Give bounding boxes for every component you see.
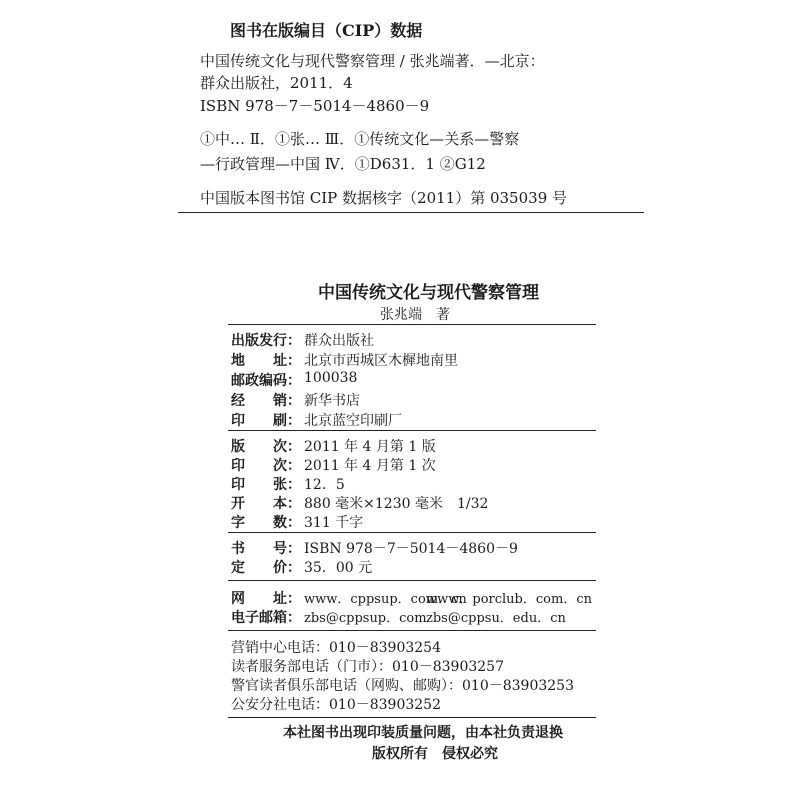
publisher-value: 群众出版社 [304, 333, 374, 349]
book-title: 中国传统文化与现代警察管理 [318, 283, 539, 303]
sheets-value: 12．5 [304, 477, 345, 493]
cip-subject-line-1: ①中… Ⅱ．①张… Ⅲ．①传统文化—关系—警察 [200, 130, 520, 148]
postcode-value: 100038 [304, 370, 358, 386]
address-label: 地 址： [231, 353, 301, 369]
edition-label: 版 次： [231, 439, 301, 455]
sheets-label: 印 张： [231, 477, 301, 493]
cip-subject-line-2: —行政管理—中国 Ⅳ．①D631．1 ②G12 [200, 155, 486, 173]
distributor-label: 经 销： [231, 393, 301, 409]
distributor-value: 新华书店 [304, 393, 360, 409]
divider [228, 717, 596, 718]
divider [178, 212, 644, 213]
phone-line: 读者服务部电话（门市）：010－83903257 [231, 659, 504, 675]
divider [228, 532, 596, 533]
word-count-label: 字 数： [231, 515, 301, 531]
price-value: 35．00 元 [304, 560, 373, 576]
quality-notice: 本社图书出现印装质量问题，由本社负责退换 [283, 725, 563, 741]
edition-value: 2011 年 4 月第 1 版 [304, 439, 436, 455]
divider [228, 324, 596, 325]
publisher-label: 出版发行： [231, 333, 301, 349]
address-value: 北京市西城区木樨地南里 [304, 353, 458, 369]
cip-isbn: ISBN 978－7－5014－4860－9 [200, 97, 430, 115]
word-count-value: 311 千字 [304, 515, 364, 531]
cip-record-number: 中国版本图书馆 CIP 数据核字（2011）第 035039 号 [200, 189, 568, 207]
divider [228, 580, 596, 581]
divider [228, 630, 596, 631]
copyright-notice: 版权所有 侵权必究 [372, 746, 498, 762]
phone-line: 警官读者俱乐部电话（网购、邮购）：010－83903253 [231, 678, 574, 694]
isbn-label: 书 号： [231, 541, 301, 557]
website-link[interactable]: www．cppsup．com．cn [304, 592, 467, 607]
cip-title-line: 中国传统文化与现代警察管理 / 张兆端著．—北京： [200, 52, 545, 70]
printing-value: 2011 年 4 月第 1 次 [304, 458, 436, 474]
phone-line: 营销中心电话：010－83903254 [231, 640, 441, 656]
printer-value: 北京蓝空印刷厂 [304, 413, 402, 429]
divider [228, 430, 596, 431]
book-author: 张兆端 著 [380, 307, 450, 323]
printer-label: 印 刷： [231, 413, 301, 429]
email-link[interactable]: zbs@cppsup．com [304, 611, 427, 626]
email-label: 电子邮箱： [231, 610, 301, 626]
format-value: 880 毫米×1230 毫米 1/32 [304, 496, 489, 512]
website-label: 网 址： [231, 591, 301, 607]
format-label: 开 本： [231, 496, 301, 512]
cip-heading: 图书在版编目（CIP）数据 [230, 21, 423, 40]
isbn-value: ISBN 978－7－5014－4860－9 [304, 541, 518, 557]
website-link[interactable]: www．porclub．com．cn [426, 592, 592, 607]
email-link[interactable]: zbs@cppsu．edu．cn [426, 611, 566, 626]
cip-publisher-line: 群众出版社，2011．4 [200, 74, 353, 92]
printing-label: 印 次： [231, 458, 301, 474]
price-label: 定 价： [231, 560, 301, 576]
postcode-label: 邮政编码： [231, 373, 301, 389]
phone-line: 公安分社电话：010－83903252 [231, 697, 441, 713]
